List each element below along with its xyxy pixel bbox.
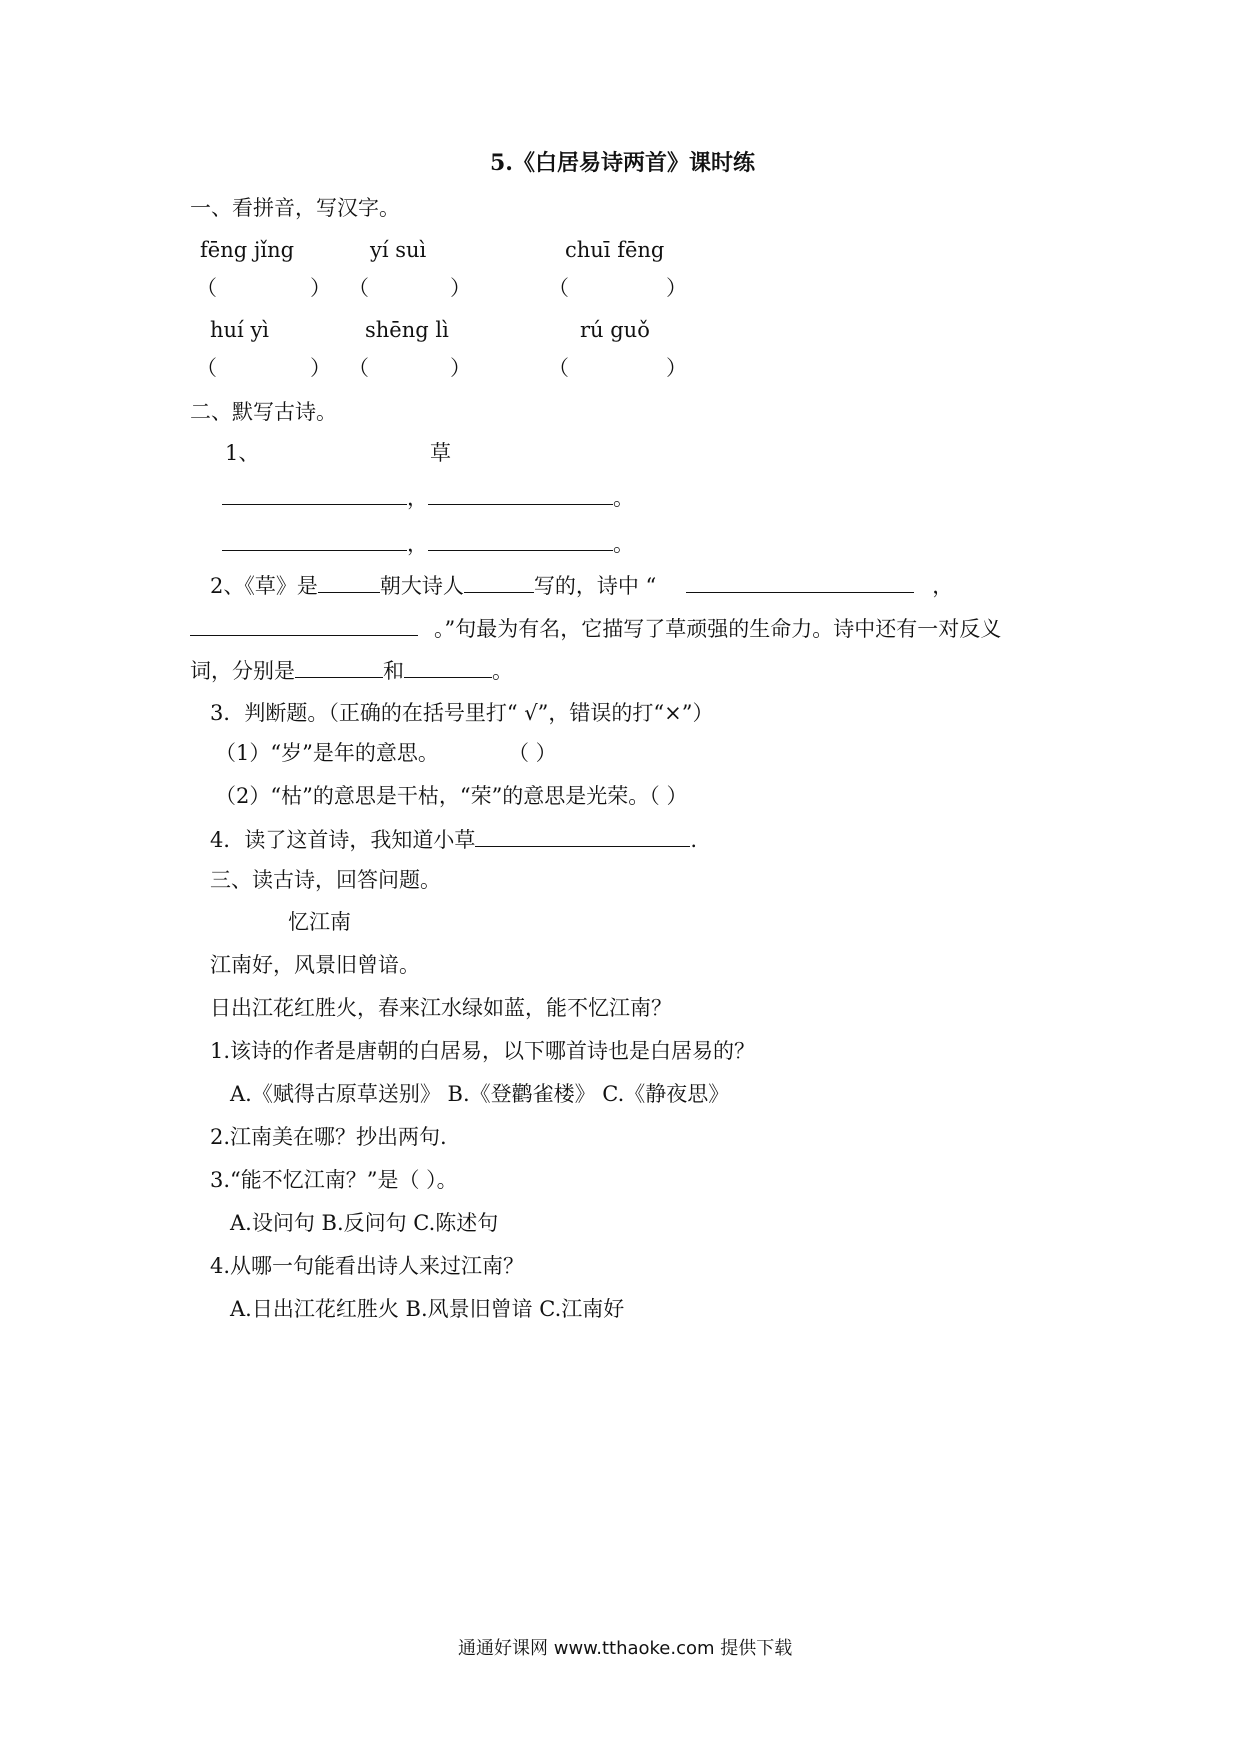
- answer-paren-2-1-open: （: [196, 356, 217, 380]
- blank-antonym-2[interactable]: [404, 659, 492, 678]
- q2-text-c: 写的，诗中 “: [533, 574, 657, 598]
- s3-q4-options: A.日出江花红胜火 B.风景旧曾谙 C.江南好: [230, 1297, 625, 1321]
- q1-number: 1、: [225, 441, 260, 465]
- q2-line-3: [190, 659, 513, 682]
- answer-paren-2-3-close: ）: [666, 356, 687, 380]
- poem-line2: 日出江花红胜火，春来江水绿如蓝，能不忆江南？: [210, 996, 672, 1020]
- q3-heading: 3．判断题。（正确的在括号里打“ √”，错误的打“×”）: [210, 701, 714, 725]
- blank-dynasty[interactable]: [318, 574, 380, 593]
- q2-text-g: 和: [383, 659, 404, 683]
- poem-title: 忆江南: [288, 910, 351, 934]
- answer-paren-2-3-open: （: [548, 356, 569, 380]
- s3-q2: 2.江南美在哪？抄出两句.: [210, 1125, 447, 1149]
- q2-line-2: [190, 617, 1001, 640]
- q2-text-d: ，: [932, 574, 954, 598]
- blank-line[interactable]: [222, 486, 407, 505]
- q2-text-h: 。: [492, 659, 513, 683]
- answer-paren-2-2-open: （: [348, 356, 369, 380]
- blank-line[interactable]: [428, 532, 613, 551]
- pinyin-2-2: shēng lì: [365, 318, 449, 342]
- blank-antonym-1[interactable]: [295, 659, 383, 678]
- section3-heading: 三、读古诗，回答问题。: [210, 868, 441, 892]
- blank-q4[interactable]: [475, 828, 690, 847]
- comma: ，: [407, 532, 428, 556]
- answer-paren-1-1-open: （: [196, 276, 217, 300]
- period: 。: [613, 486, 634, 510]
- pinyin-1-1: fēng jǐng: [200, 238, 295, 262]
- blank-line[interactable]: [222, 532, 407, 551]
- s3-q3: 3.“能不忆江南？”是（ ）。: [210, 1168, 458, 1192]
- poem-line-2: [222, 532, 634, 555]
- blank-verse-2[interactable]: [190, 617, 418, 636]
- poem-line-1: [222, 486, 634, 509]
- pinyin-1-2: yí suì: [370, 238, 427, 262]
- s3-q3-options: A.设问句 B.反问句 C.陈述句: [230, 1211, 499, 1235]
- s3-q4: 4.从哪一句能看出诗人来过江南？: [210, 1254, 525, 1278]
- answer-paren-1-3-close: ）: [666, 276, 687, 300]
- period: 。: [613, 532, 634, 556]
- q3-item-2: （2）“枯”的意思是干枯，“荣”的意思是光荣。（ ）: [215, 784, 688, 808]
- comma: ，: [407, 486, 428, 510]
- answer-paren-1-1-close: ）: [310, 276, 331, 300]
- q2-text-f: 词，分别是: [190, 659, 295, 683]
- answer-paren-1-2-open: （: [348, 276, 369, 300]
- answer-paren-2-1-close: ）: [310, 356, 331, 380]
- answer-paren-2-2-close: ）: [450, 356, 471, 380]
- q3-item-1: （1）“岁”是年的意思。: [215, 741, 439, 765]
- answer-paren-1-3-open: （: [548, 276, 569, 300]
- section2-heading: 二、默写古诗。: [190, 400, 337, 424]
- page-title: 5.《白居易诗两首》课时练: [490, 150, 755, 176]
- q4-line: [210, 828, 697, 851]
- q4-dot: .: [690, 828, 698, 852]
- answer-paren-1-2-close: ）: [450, 276, 471, 300]
- poem-line1: 江南好，风景旧曾谙。: [210, 953, 420, 977]
- s3-q1: 1.该诗的作者是唐朝的白居易，以下哪首诗也是白居易的？: [210, 1039, 756, 1063]
- q4-text: 4．读了这首诗，我知道小草: [210, 828, 476, 852]
- section1-heading: 一、看拼音，写汉字。: [190, 196, 400, 220]
- q3-item-1-paren[interactable]: （ ）: [508, 741, 557, 765]
- q2-text-e: 。”句最为有名，它描写了草顽强的生命力。诗中还有一对反义: [434, 617, 1002, 641]
- q2-text-b: 朝大诗人: [379, 574, 464, 598]
- q2-text-a: 2、《草》是: [210, 574, 318, 598]
- q2-line-1: [210, 574, 953, 597]
- pinyin-2-1: huí yì: [210, 318, 270, 342]
- pinyin-2-3: rú guǒ: [580, 318, 650, 342]
- pinyin-1-3: chuī fēng: [565, 238, 665, 262]
- blank-poet[interactable]: [464, 574, 534, 593]
- blank-verse-1[interactable]: [686, 574, 914, 593]
- poem-title-cao: 草: [430, 441, 451, 465]
- blank-line[interactable]: [428, 486, 613, 505]
- s3-q1-options: A.《赋得古原草送别》 B.《登鹳雀楼》 C.《静夜思》: [230, 1082, 730, 1106]
- footer-source: 通通好课网 www.tthaoke.com 提供下载: [458, 1638, 793, 1659]
